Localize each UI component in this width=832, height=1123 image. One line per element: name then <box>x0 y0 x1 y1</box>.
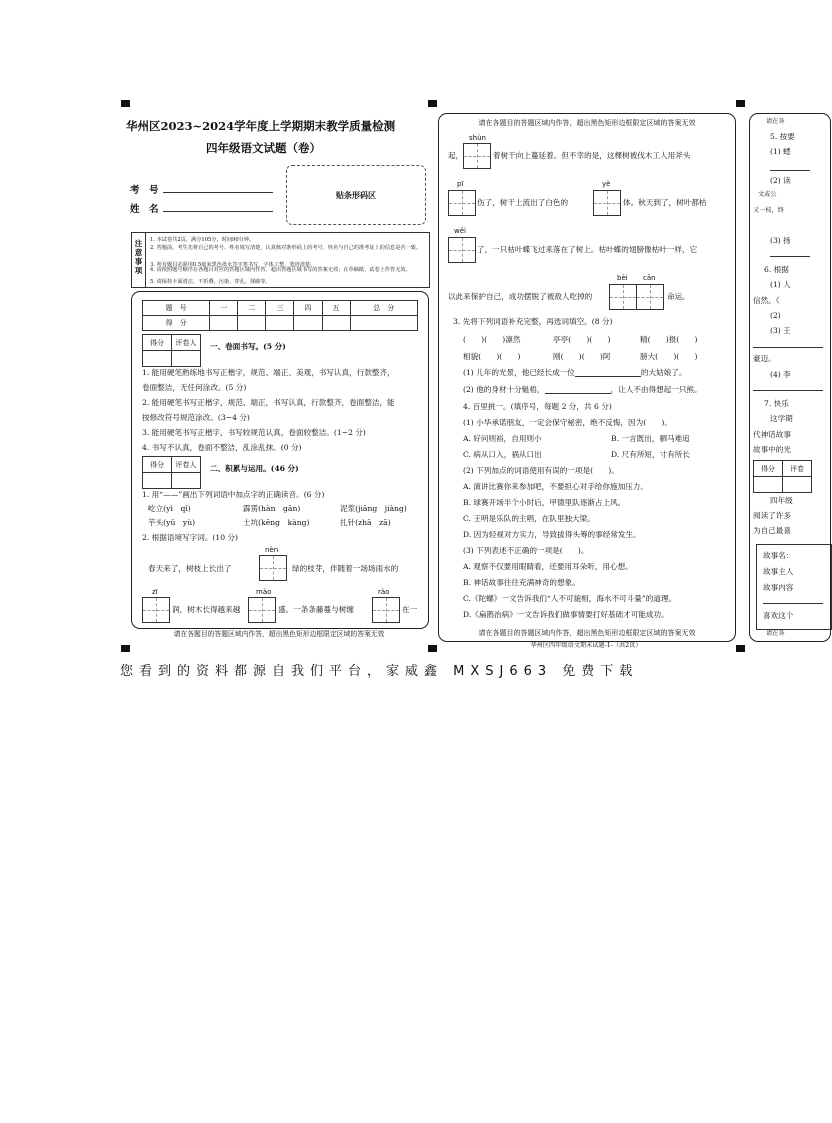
char-box[interactable] <box>142 597 170 623</box>
sentence-text: ，让人不由得想起一只熊。 <box>610 385 702 394</box>
choice-option[interactable]: C. 王明是乐队的主唱，在队里独大梁。 <box>463 514 595 523</box>
grader-box <box>753 460 812 493</box>
partial-line: 6. 根据 <box>764 265 789 274</box>
idiom-blank[interactable]: 相貌( )( ) <box>463 352 521 361</box>
registration-mark <box>736 100 745 107</box>
partial-line: 四年级 <box>770 496 793 505</box>
choice-option[interactable]: A. 演讲比赛你来参加吧，不要担心对手给你施加压力。 <box>463 482 648 491</box>
notice-box <box>131 232 430 288</box>
choice-option[interactable]: A. 好问则裕，自用则小 <box>463 434 542 443</box>
score-header: 四 <box>294 301 322 316</box>
barcode-label: 贴条形码区 <box>336 190 376 200</box>
score-header: 题 号 <box>143 301 210 316</box>
idiom-blank[interactable]: 亭亭( )( ) <box>553 335 611 344</box>
notice-item: 3. 所有题目必须用0.5毫米黑色墨水签字笔书写，字体工整、笔迹清楚。 <box>150 262 316 269</box>
exam-no-label: 考 号 <box>130 185 159 196</box>
partial-line: 故事内容 <box>763 583 794 592</box>
partial-line: 故事中的光 <box>753 445 791 454</box>
char-box[interactable] <box>636 284 664 310</box>
section1-title: 一、卷面书写。(5 分) <box>210 342 286 351</box>
partial-line: (2) <box>770 311 781 320</box>
pinyin-option[interactable]: 土坑(kēng kàng) <box>243 518 310 527</box>
choice-option[interactable]: D. 因为轻视对方实力，导致拔得头筹的事经常发生。 <box>463 530 641 539</box>
pinyin-hint: bèi <box>617 274 628 282</box>
exam-title: 华州区2023~2024学年度上学期期末教学质量检测 <box>126 119 396 133</box>
answer-area-notice: 请在各题目的答题区域内作答，超出黑色矩形边框限定区域的答案无效 <box>478 119 696 127</box>
score-row-label: 得 分 <box>143 316 210 331</box>
answer-area-notice: 请在各 <box>766 118 785 125</box>
registration-mark <box>121 645 130 652</box>
passage-text: 伤了，树干上流出了白色的 <box>477 198 569 207</box>
section1-line: 1. 能用硬笔熟练地书写正楷字，规范、端正、美观，书写认真，行款整齐， <box>142 368 395 377</box>
registration-mark <box>736 645 745 652</box>
score-cell[interactable] <box>350 316 417 331</box>
partial-line: 故事名： <box>763 551 794 560</box>
choice-option[interactable]: B. 球赛开场半个小时后，甲德里队逐渐占上风。 <box>463 498 626 507</box>
choice-option[interactable]: D.《扁鹊治病》一文告诉我们做事情要打好基础才可能成功。 <box>463 610 669 619</box>
passage-text: 润，树木长得越来越 <box>172 605 241 614</box>
story-card-box <box>756 544 832 630</box>
page-footer: 华州区四年级语文期末试题-1-（共2页） <box>530 642 642 649</box>
pinyin-hint: wěi <box>454 227 466 235</box>
passage-text: 盛。一条条藤蔓与树缠 <box>278 605 354 614</box>
section1-line: 3. 能用硬笔书写正楷字，书写较规范认真，卷面较整洁。(1~2 分) <box>142 428 366 437</box>
answer-line[interactable] <box>753 347 823 348</box>
sentence-text: (2) 他的身材十分魁梧， <box>463 385 545 394</box>
partial-line: (4) 李 <box>770 370 791 379</box>
exam-subtitle: 四年级语文试题（卷） <box>206 141 321 155</box>
partial-line: 5. 按要 <box>770 132 795 141</box>
pinyin-hint: shùn <box>469 134 486 142</box>
partial-line: 文或公 <box>758 191 777 198</box>
score-table <box>142 300 418 331</box>
grader-label: 评卷人 <box>172 457 201 473</box>
char-box[interactable] <box>609 284 637 310</box>
section1-line: 按修改符号规范涂改。(3~4 分) <box>142 413 250 422</box>
answer-area-notice: 请在各题目的答题区域内作答，超出黑色矩形边框限定区域的答案无效 <box>173 630 385 638</box>
grader-score-label: 得分 <box>143 457 172 473</box>
partial-line: 为自己最喜 <box>753 526 791 535</box>
char-box[interactable] <box>259 555 287 581</box>
passage-text: 着树干向上蔓延着。但不幸的是，这棵树被伐木工人用斧头 <box>493 151 691 160</box>
section1-line: 卷面整洁，无任何涂改。(5 分) <box>142 383 247 392</box>
score-header: 总 分 <box>350 301 417 316</box>
idiom-blank[interactable]: 膀大( )( ) <box>640 352 698 361</box>
score-header: 五 <box>322 301 350 316</box>
score-header: 二 <box>238 301 266 316</box>
idiom-blank[interactable]: ( )( )凛然 <box>463 335 521 344</box>
passage-text: 以此来保护自己，成功摆脱了被敌人吃掉的 <box>448 292 593 301</box>
answer-area-notice: 请在各题目的答题区域内作答，超出黑色矩形边框限定区域的答案无效 <box>478 629 696 637</box>
answer-line[interactable] <box>545 393 611 394</box>
choice-option[interactable]: B. 一言既出，驷马难追 <box>611 434 690 443</box>
pinyin-hint: yè <box>602 180 611 188</box>
pinyin-hint: mào <box>256 588 272 596</box>
pinyin-hint: pī <box>457 180 464 188</box>
pinyin-hint: rào <box>378 588 390 596</box>
pinyin-hint: zī <box>152 588 158 596</box>
section1-line: 4. 书写不认真，卷面不整洁，乱涂乱抹。(0 分) <box>142 443 302 452</box>
score-header: 三 <box>266 301 294 316</box>
grader-cell[interactable] <box>143 351 172 367</box>
partial-line: 喜欢这个 <box>763 611 794 620</box>
grader-label: 评卷 <box>783 461 812 477</box>
sentence-text: (1) 儿年的光景，他已经长成一位 <box>463 368 575 377</box>
choice-option[interactable]: B. 神话故事往往充满神奇的想象。 <box>463 578 580 587</box>
passage-text: 绿的枝芽，伴随着一场场雨水的 <box>292 564 399 573</box>
char-box[interactable] <box>448 190 476 216</box>
partial-line: (1) 人 <box>770 280 791 289</box>
score-cell[interactable] <box>322 316 350 331</box>
choice-option[interactable]: C.《陀螺》一文告诉我们“人不可貌相，海水不可斗量”的道理。 <box>463 594 677 603</box>
choice-option[interactable]: C. 病从口入，祸从口出 <box>463 450 542 459</box>
sentence-text: 的大姑娘了。 <box>640 368 687 377</box>
source-note: 您看到的资料都源自我们平台，家威鑫 MXSJ663 免费下载 <box>120 664 639 679</box>
char-box[interactable] <box>463 143 491 169</box>
passage-text: 在一 <box>402 605 418 614</box>
choice-option[interactable]: A. 观察不仅要用眼睛看，还要用耳朵听，用心想。 <box>463 562 633 571</box>
grader-score-label: 得分 <box>754 461 783 477</box>
pinyin-option[interactable]: 屹立(yì qǐ) <box>148 504 191 513</box>
exam-no-field[interactable] <box>163 192 273 193</box>
partial-line: (2) 读 <box>770 176 791 185</box>
partial-line: 故事主人 <box>763 567 794 576</box>
fill-sentence <box>463 385 702 394</box>
question-2: 2. 根据语境写字词。(10 分) <box>142 533 239 542</box>
pinyin-option[interactable]: 扎针(zhā zā) <box>340 518 391 527</box>
sub-question: (1) 小华承诺朋友，一定会保守秘密，绝不反悔，因为( )。 <box>463 418 672 427</box>
partial-line: 豪迈。 <box>753 354 776 363</box>
char-box[interactable] <box>372 597 400 623</box>
partial-line: 又一枝，终 <box>753 207 784 214</box>
registration-mark <box>121 100 130 107</box>
right-answer-panel <box>749 113 831 642</box>
notice-item: 2. 答题前，考生先将自己的考号、姓名填写清楚，认真核对条形码上的考号、姓名与自己的准考证上的信息是否一致。 <box>150 245 422 252</box>
partial-line: (3) 王 <box>770 326 791 335</box>
notice-item: 5. 请保持卡面清洁，不折叠、污染、穿孔、揉破等。 <box>150 279 271 286</box>
pinyin-option[interactable]: 芋头(yǔ yù) <box>148 518 196 527</box>
question-1: 1. 用“——”画出下列词语中加点字的正确读音。(6 分) <box>142 490 325 499</box>
registration-mark <box>428 100 437 107</box>
answer-line[interactable] <box>575 376 641 377</box>
fill-sentence <box>463 368 686 377</box>
grader-box <box>142 334 201 367</box>
idiom-blank[interactable]: 刚( )( )阿 <box>553 352 611 361</box>
grader-cell[interactable] <box>783 477 812 493</box>
passage-text: 体。秋天到了，树叶都枯 <box>623 198 707 207</box>
section2-title: 二、积累与运用。(46 分) <box>210 464 299 473</box>
partial-line: (3) 扬 <box>770 236 791 245</box>
notice-label: 注意事项 <box>132 233 146 287</box>
pinyin-hint: nèn <box>265 546 279 554</box>
grader-cell[interactable] <box>172 473 201 489</box>
pinyin-option[interactable]: 霹雳(hàn gān) <box>243 504 301 513</box>
grader-cell[interactable] <box>143 473 172 489</box>
char-box[interactable] <box>248 597 276 623</box>
name-label: 姓 名 <box>130 204 159 215</box>
answer-line[interactable] <box>763 603 823 604</box>
partial-line: 阅读了许多 <box>753 511 791 520</box>
answer-line[interactable] <box>770 170 810 171</box>
question-3: 3. 先将下列词语补充完整，再选词填空。(8 分) <box>453 317 613 326</box>
choice-option[interactable]: D. 尺有所短，寸有所长 <box>611 450 690 459</box>
char-box[interactable] <box>448 237 476 263</box>
question-4: 4. 百里挑一。(填序号，每题 2 分，共 6 分) <box>463 402 612 411</box>
passage-text: 命运。 <box>667 292 690 301</box>
partial-line: (1) 蟋 <box>770 147 791 156</box>
left-answer-panel <box>131 291 429 629</box>
answer-area-notice: 请在各 <box>766 630 785 637</box>
char-box[interactable] <box>593 190 621 216</box>
partial-line: 这学期 <box>770 414 793 423</box>
score-cell[interactable] <box>238 316 266 331</box>
pinyin-option[interactable]: 泥浆(jiāng jiàng) <box>340 504 407 513</box>
grader-box <box>142 456 201 489</box>
notice-item: 4. 请按照题号顺序在各题目对应的答题区域内作答，超出答题区域书写的答案无效；在草稿纸、试卷上作答无效。 <box>150 266 411 273</box>
notice-item: 1. 本试卷共2页，满分105分，时间90分钟。 <box>150 237 255 243</box>
middle-answer-panel <box>438 113 736 642</box>
partial-line: 代神话故事 <box>753 430 791 439</box>
grader-cell[interactable] <box>754 477 783 493</box>
section1-line: 2. 能用硬笔书写正楷字，规范、端正，书写认真，行款整齐，卷面整洁，能 <box>142 398 395 407</box>
registration-mark <box>428 645 437 652</box>
sub-question: (3) 下列表述不正确的一项是( )。 <box>463 546 589 555</box>
partial-line: 7. 快乐 <box>764 399 789 408</box>
answer-line[interactable] <box>770 256 810 257</box>
sub-question: (2) 下列加点的词语使用有误的一项是( )。 <box>463 466 619 475</box>
passage-text: 起， <box>448 151 464 160</box>
notice-list <box>150 236 426 287</box>
grader-score-label: 得分 <box>143 335 172 351</box>
partial-line: 信然。《 <box>753 296 780 305</box>
grader-cell[interactable] <box>172 351 201 367</box>
score-header: 一 <box>210 301 238 316</box>
grader-label: 评卷人 <box>172 335 201 351</box>
name-field[interactable] <box>163 211 273 212</box>
score-cell[interactable] <box>210 316 238 331</box>
pinyin-hint: cān <box>643 274 656 282</box>
passage-text: 了，一只枯叶蝶飞过来落在了树上。枯叶蝶的翅膀像枯叶一样，它 <box>477 245 698 254</box>
barcode-area <box>286 165 426 225</box>
idiom-blank[interactable]: 精( )报( ) <box>640 335 698 344</box>
answer-line[interactable] <box>753 390 823 391</box>
score-cell[interactable] <box>266 316 294 331</box>
score-cell[interactable] <box>294 316 322 331</box>
passage-text: 春天来了，树枝上长出了 <box>148 564 232 573</box>
